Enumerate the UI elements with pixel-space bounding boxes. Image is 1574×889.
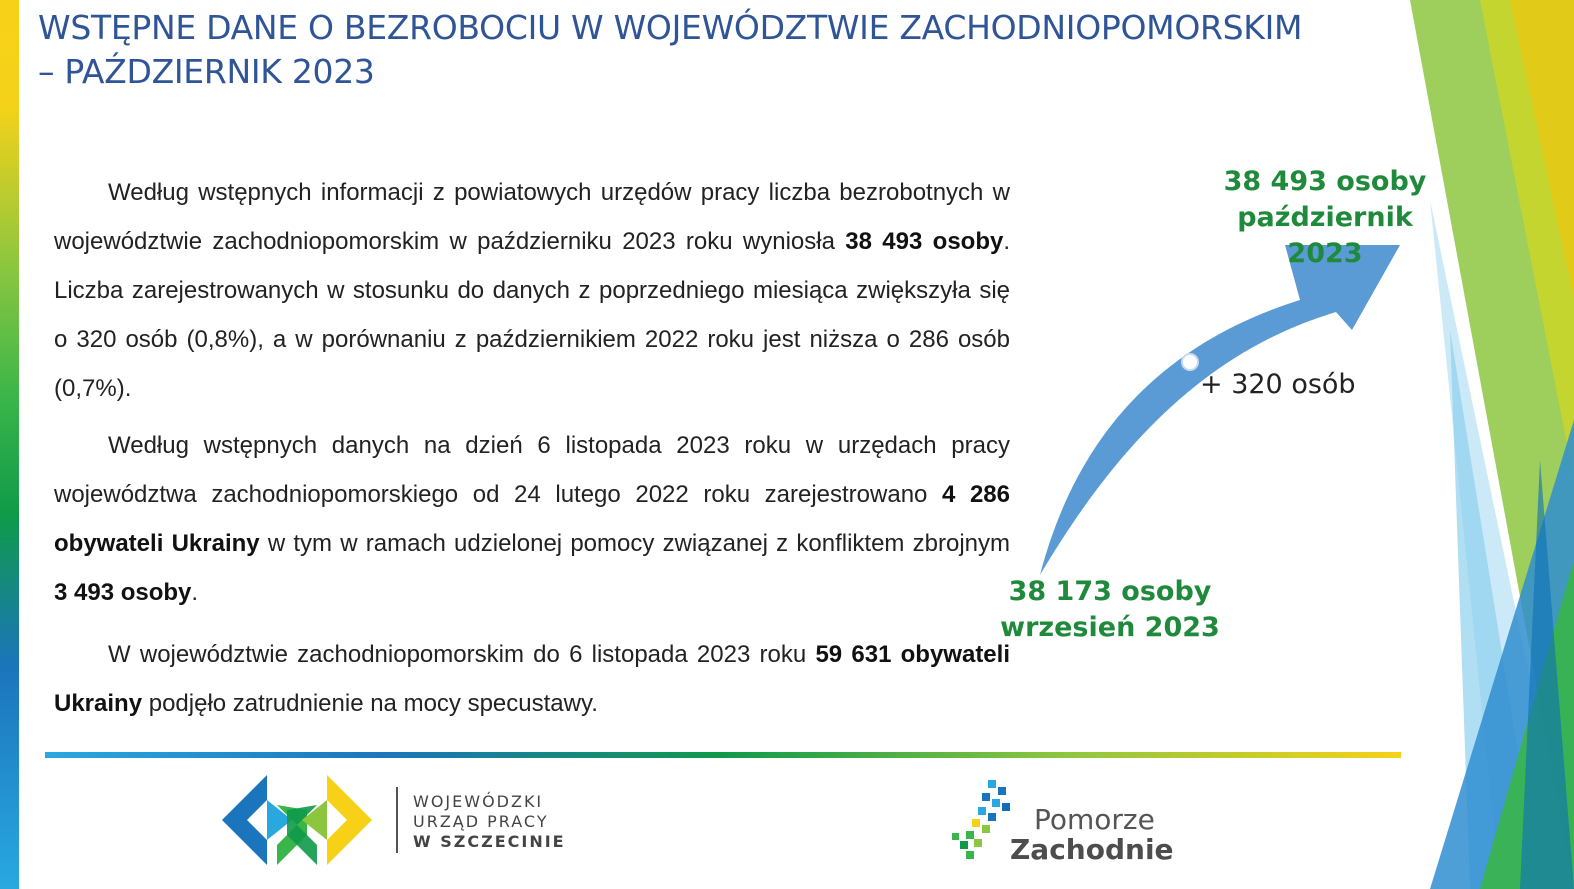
wup-logo-icon xyxy=(222,775,377,867)
p3-text-b: podjęło zatrudnienie na mocy specustawy. xyxy=(142,690,598,717)
september-count: 38 173 osoby xyxy=(1008,576,1212,607)
p2-text-b: w tym w ramach udzielonej pomocy związanej z konfliktem zbrojnym xyxy=(259,530,1010,557)
september-month: wrzesień 2023 xyxy=(1000,612,1220,643)
p2-text-c: . xyxy=(191,579,199,606)
pz-line-2: Zachodnie xyxy=(1010,833,1174,866)
pomorze-zachodnie-logo-icon xyxy=(948,775,1018,865)
growth-arrow-icon xyxy=(1030,240,1410,585)
page-title xyxy=(38,6,1388,94)
wup-line-1: WOJEWÓDZKI xyxy=(413,792,544,811)
p2-text-a: Według wstępnych danych na dzień 6 listopada 2023 roku w urzędach pracy województwa zachodniopomorskiego od 24 lutego 2022 roku zarejestrowano xyxy=(54,432,1010,508)
left-gradient-bar xyxy=(0,0,19,889)
october-value-label xyxy=(1200,164,1450,272)
title-line-1: WSTĘPNE DANE O BEZROBOCIU W WOJEWÓDZTWIE ZACHODNIOPOMORSKIM xyxy=(38,8,1303,47)
paragraph-ukraine-registered xyxy=(54,421,1010,617)
wup-line-2: URZĄD PRACY xyxy=(413,812,549,831)
arrow-marker-dot xyxy=(1182,354,1198,370)
change-label: + 320 osób xyxy=(1200,369,1356,400)
p3-text-a: W województwie zachodniopomorskim do 6 listopada 2023 roku xyxy=(108,641,816,668)
paragraph-unemployment xyxy=(54,168,1010,413)
wup-logo-text xyxy=(413,792,566,852)
title-line-2: – PAŹDZIERNIK 2023 xyxy=(38,52,375,91)
pomorze-zachodnie-text xyxy=(1010,805,1174,865)
footer-divider xyxy=(45,752,1401,758)
logo-divider xyxy=(396,787,398,853)
p2-bold-b: 3 493 osoby xyxy=(54,579,192,606)
decorative-triangles xyxy=(1390,0,1574,889)
october-count: 38 493 osoby xyxy=(1223,166,1427,197)
paragraph-ukraine-employed xyxy=(54,630,1010,728)
p3-bold-a: 59 631 obywateli Ukrainy xyxy=(54,641,1010,717)
p1-text-b: . Liczba zarejestrowanych w stosunku do danych z poprzedniego miesiąca zwiększyła się o 320 osób (0,8%), a w porównaniu z październikiem 2022 roku jest niższa o 286 osób (0,7%). xyxy=(54,228,1011,402)
p1-bold-a: 38 493 osoby xyxy=(845,228,1004,255)
wup-line-3: W SZCZECINIE xyxy=(413,832,566,851)
september-value-label xyxy=(1000,574,1220,646)
p2-bold-a: 4 286 obywateli Ukrainy xyxy=(54,481,1010,557)
october-month: październik 2023 xyxy=(1237,202,1413,269)
p1-text-a: Według wstępnych informacji z powiatowych urzędów pracy liczba bezrobotnych w województwie zachodniopomorskim w październiku 2023 roku wyniosła xyxy=(54,179,1010,255)
pz-line-1: Pomorze xyxy=(1034,803,1155,836)
